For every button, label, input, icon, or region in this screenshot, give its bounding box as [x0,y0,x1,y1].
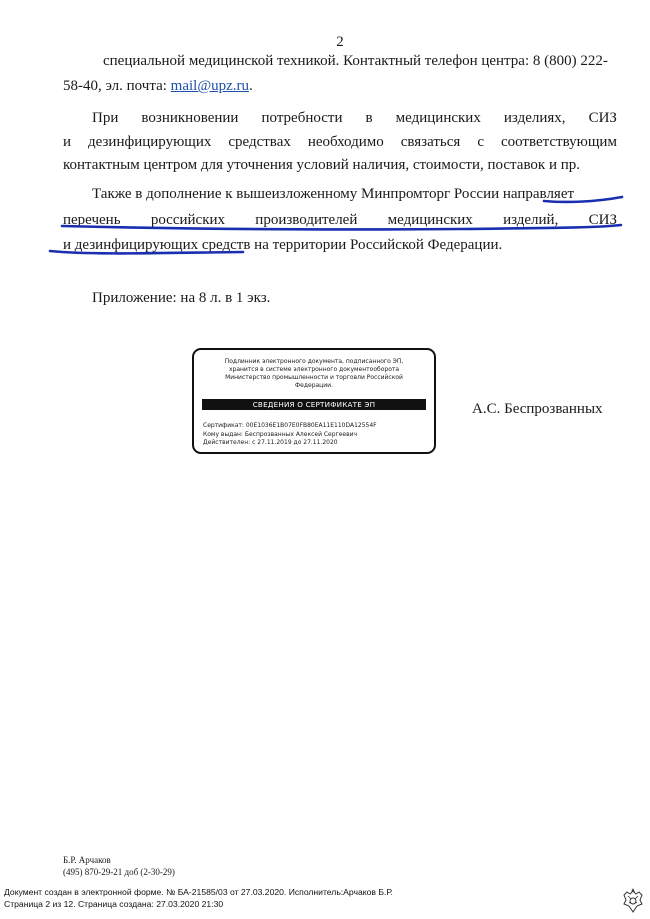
paragraph-3-line-1: Также в дополнение к вышеизложенному Минпромторг России направляет [92,186,575,202]
paragraph-1-line-2-prefix: 58-40, эл. почта: [63,78,171,94]
paragraph-3-line-3: и дезинфицирующих средств на территории Российской Федерации. [63,237,503,253]
word: медицинских [395,110,481,126]
word: необходимо [307,134,384,150]
executor-phone: (495) 870-29-21 доб (2-30-29) [63,867,175,877]
stamp-header-line: хранится в системе электронного документооборота [228,366,400,373]
word: изделий, [503,212,559,228]
paragraph-1-line-2-suffix: . [249,78,253,94]
stamp-header [202,358,426,390]
stamp-validity: Действителен: с 27.11.2019 до 27.11.2020 [203,439,338,446]
paragraph-2-line-1 [92,108,617,128]
stamp-header-line: Министерство промышленности и торговли Российской [225,374,403,381]
executor-name: Б.Р. Арчаков [63,855,111,865]
attachment-note: Приложение: на 8 л. в 1 экз. [92,290,271,306]
stamp-certificate-number: Сертификат: 00E1036E1B07E0FB80EA11E110DA12554F [203,422,377,429]
word: средствах [228,134,291,150]
word: СИЗ [588,212,617,228]
word: соответствующим [500,134,617,150]
word: СИЗ [588,110,617,126]
word: дезинфицирующих [88,134,212,150]
page-number: 2 [336,34,344,50]
word: медицинских [387,212,473,228]
paragraph-1-line-1: специальной медицинской техникой. Контактный телефон центра: 8 (800) 222- [103,53,608,69]
word: возникновении [141,110,239,126]
word: перечень [63,212,121,228]
word: в [365,110,373,126]
stamp-header-line: Подлинник электронного документа, подписанного ЭП, [224,358,404,365]
stamp-header-line: Федерации. [295,382,333,389]
word: производителей [255,212,358,228]
document-footer [0,883,650,919]
footer-line-1: Документ создан в электронной форме. № БА-21585/03 от 27.03.2020. Исполнитель:Арчаков Б.Р. [4,887,393,897]
signer-name: А.С. Беспрозванных [472,401,603,417]
word: российских [150,212,226,228]
emblem-icon [621,888,645,914]
stamp-certificate-bar: СВЕДЕНИЯ О СЕРТИФИКАТЕ ЭП [202,399,426,410]
paragraph-2-line-2 [63,132,617,152]
footer-line-2: Страница 2 из 12. Страница создана: 27.03.2020 21:30 [4,899,224,909]
word: потребности [261,110,343,126]
word: связаться [400,134,461,150]
word: и [63,134,72,150]
word: с [477,134,484,150]
stamp-issued-to: Кому выдан: Беспрозванных Алексей Сергеевич [203,430,358,438]
paragraph-3-line-2 [63,210,617,230]
paragraph-1-line-2 [63,76,253,96]
email-link[interactable]: mail@upz.ru [170,78,250,94]
stamp-details [203,422,377,448]
word: изделиях, [503,110,566,126]
electronic-signature-stamp [192,348,436,454]
word: При [92,110,119,126]
paragraph-2-line-3: контактным центром для уточнения условий наличия, стоимости, поставок и пр. [63,157,581,173]
